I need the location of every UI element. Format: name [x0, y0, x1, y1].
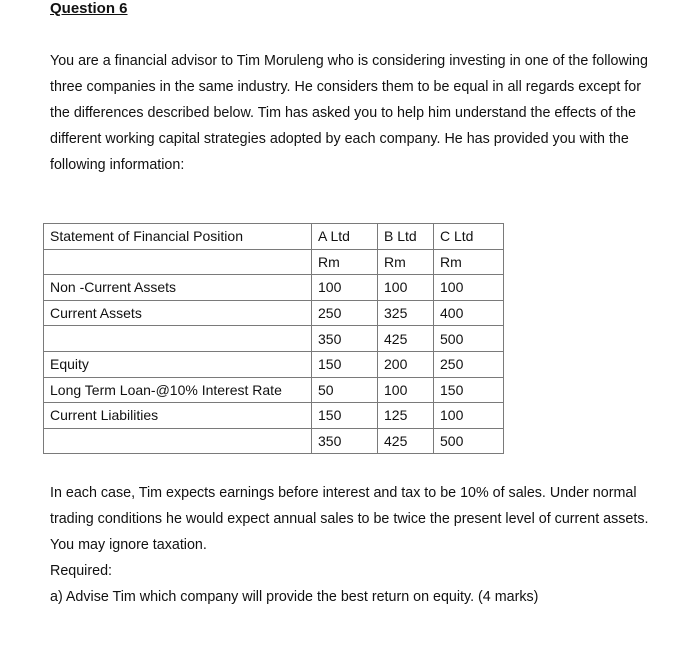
- table-cell: 50: [312, 377, 378, 403]
- intro-line: following information:: [50, 157, 185, 173]
- table-cell: 200: [378, 351, 434, 377]
- question-part-a: a) Advise Tim which company will provide the best return on equity. (4 marks): [50, 589, 539, 605]
- intro-paragraph: [50, 48, 655, 178]
- question-heading: Question 6: [50, 0, 128, 17]
- table-cell: C Ltd: [434, 224, 504, 250]
- table-cell: 100: [312, 275, 378, 301]
- table-row: [44, 326, 504, 352]
- table-row: [44, 224, 504, 250]
- table-cell: 425: [378, 326, 434, 352]
- table-cell: 400: [434, 300, 504, 326]
- table-cell: 100: [434, 403, 504, 429]
- table-cell: 350: [312, 326, 378, 352]
- table-cell: 150: [434, 377, 504, 403]
- table-cell: Current Assets: [44, 300, 312, 326]
- table-cell: B Ltd: [378, 224, 434, 250]
- table-cell: A Ltd: [312, 224, 378, 250]
- table-cell: Equity: [44, 351, 312, 377]
- table-cell: Statement of Financial Position: [44, 224, 312, 250]
- financial-position-table: [43, 223, 504, 454]
- table-row: [44, 428, 504, 454]
- table-row: [44, 249, 504, 275]
- table-cell: Non -Current Assets: [44, 275, 312, 301]
- table-row: [44, 377, 504, 403]
- table-cell: [44, 326, 312, 352]
- table-cell: [44, 249, 312, 275]
- table-cell: [44, 428, 312, 454]
- table-cell: 325: [378, 300, 434, 326]
- table-cell: 350: [312, 428, 378, 454]
- table-cell: 100: [378, 377, 434, 403]
- table-cell: 125: [378, 403, 434, 429]
- intro-line: the differences described below. Tim has asked you to help him understand the effects of the: [50, 105, 637, 121]
- assumption-line: In each case, Tim expects earnings before interest and tax to be 10% of sales. Under normal: [50, 485, 637, 501]
- table-cell: Rm: [434, 249, 504, 275]
- table-cell: 425: [378, 428, 434, 454]
- assumption-line: trading conditions he would expect annual sales to be twice the present level of current assets.: [50, 511, 649, 527]
- table-cell: Current Liabilities: [44, 403, 312, 429]
- table-cell: 100: [378, 275, 434, 301]
- table-row: [44, 275, 504, 301]
- table-cell: 100: [434, 275, 504, 301]
- table-cell: 150: [312, 403, 378, 429]
- table-cell: Long Term Loan-@10% Interest Rate: [44, 377, 312, 403]
- intro-line: You are a financial advisor to Tim Moruleng who is considering investing in one of the following: [50, 53, 648, 69]
- table-cell: Rm: [378, 249, 434, 275]
- intro-line: different working capital strategies adopted by each company. He has provided you with the: [50, 131, 629, 147]
- assumption-line: You may ignore taxation.: [50, 537, 207, 553]
- table-cell: Rm: [312, 249, 378, 275]
- table-cell: 250: [434, 351, 504, 377]
- table-cell: 500: [434, 428, 504, 454]
- table-row: [44, 300, 504, 326]
- table-row: [44, 403, 504, 429]
- intro-line: three companies in the same industry. He considers them to be equal in all regards except for: [50, 79, 641, 95]
- table-cell: 250: [312, 300, 378, 326]
- post-table-text: [50, 480, 655, 610]
- table-cell: 150: [312, 351, 378, 377]
- table-cell: 500: [434, 326, 504, 352]
- table-row: [44, 351, 504, 377]
- required-label: Required:: [50, 563, 112, 579]
